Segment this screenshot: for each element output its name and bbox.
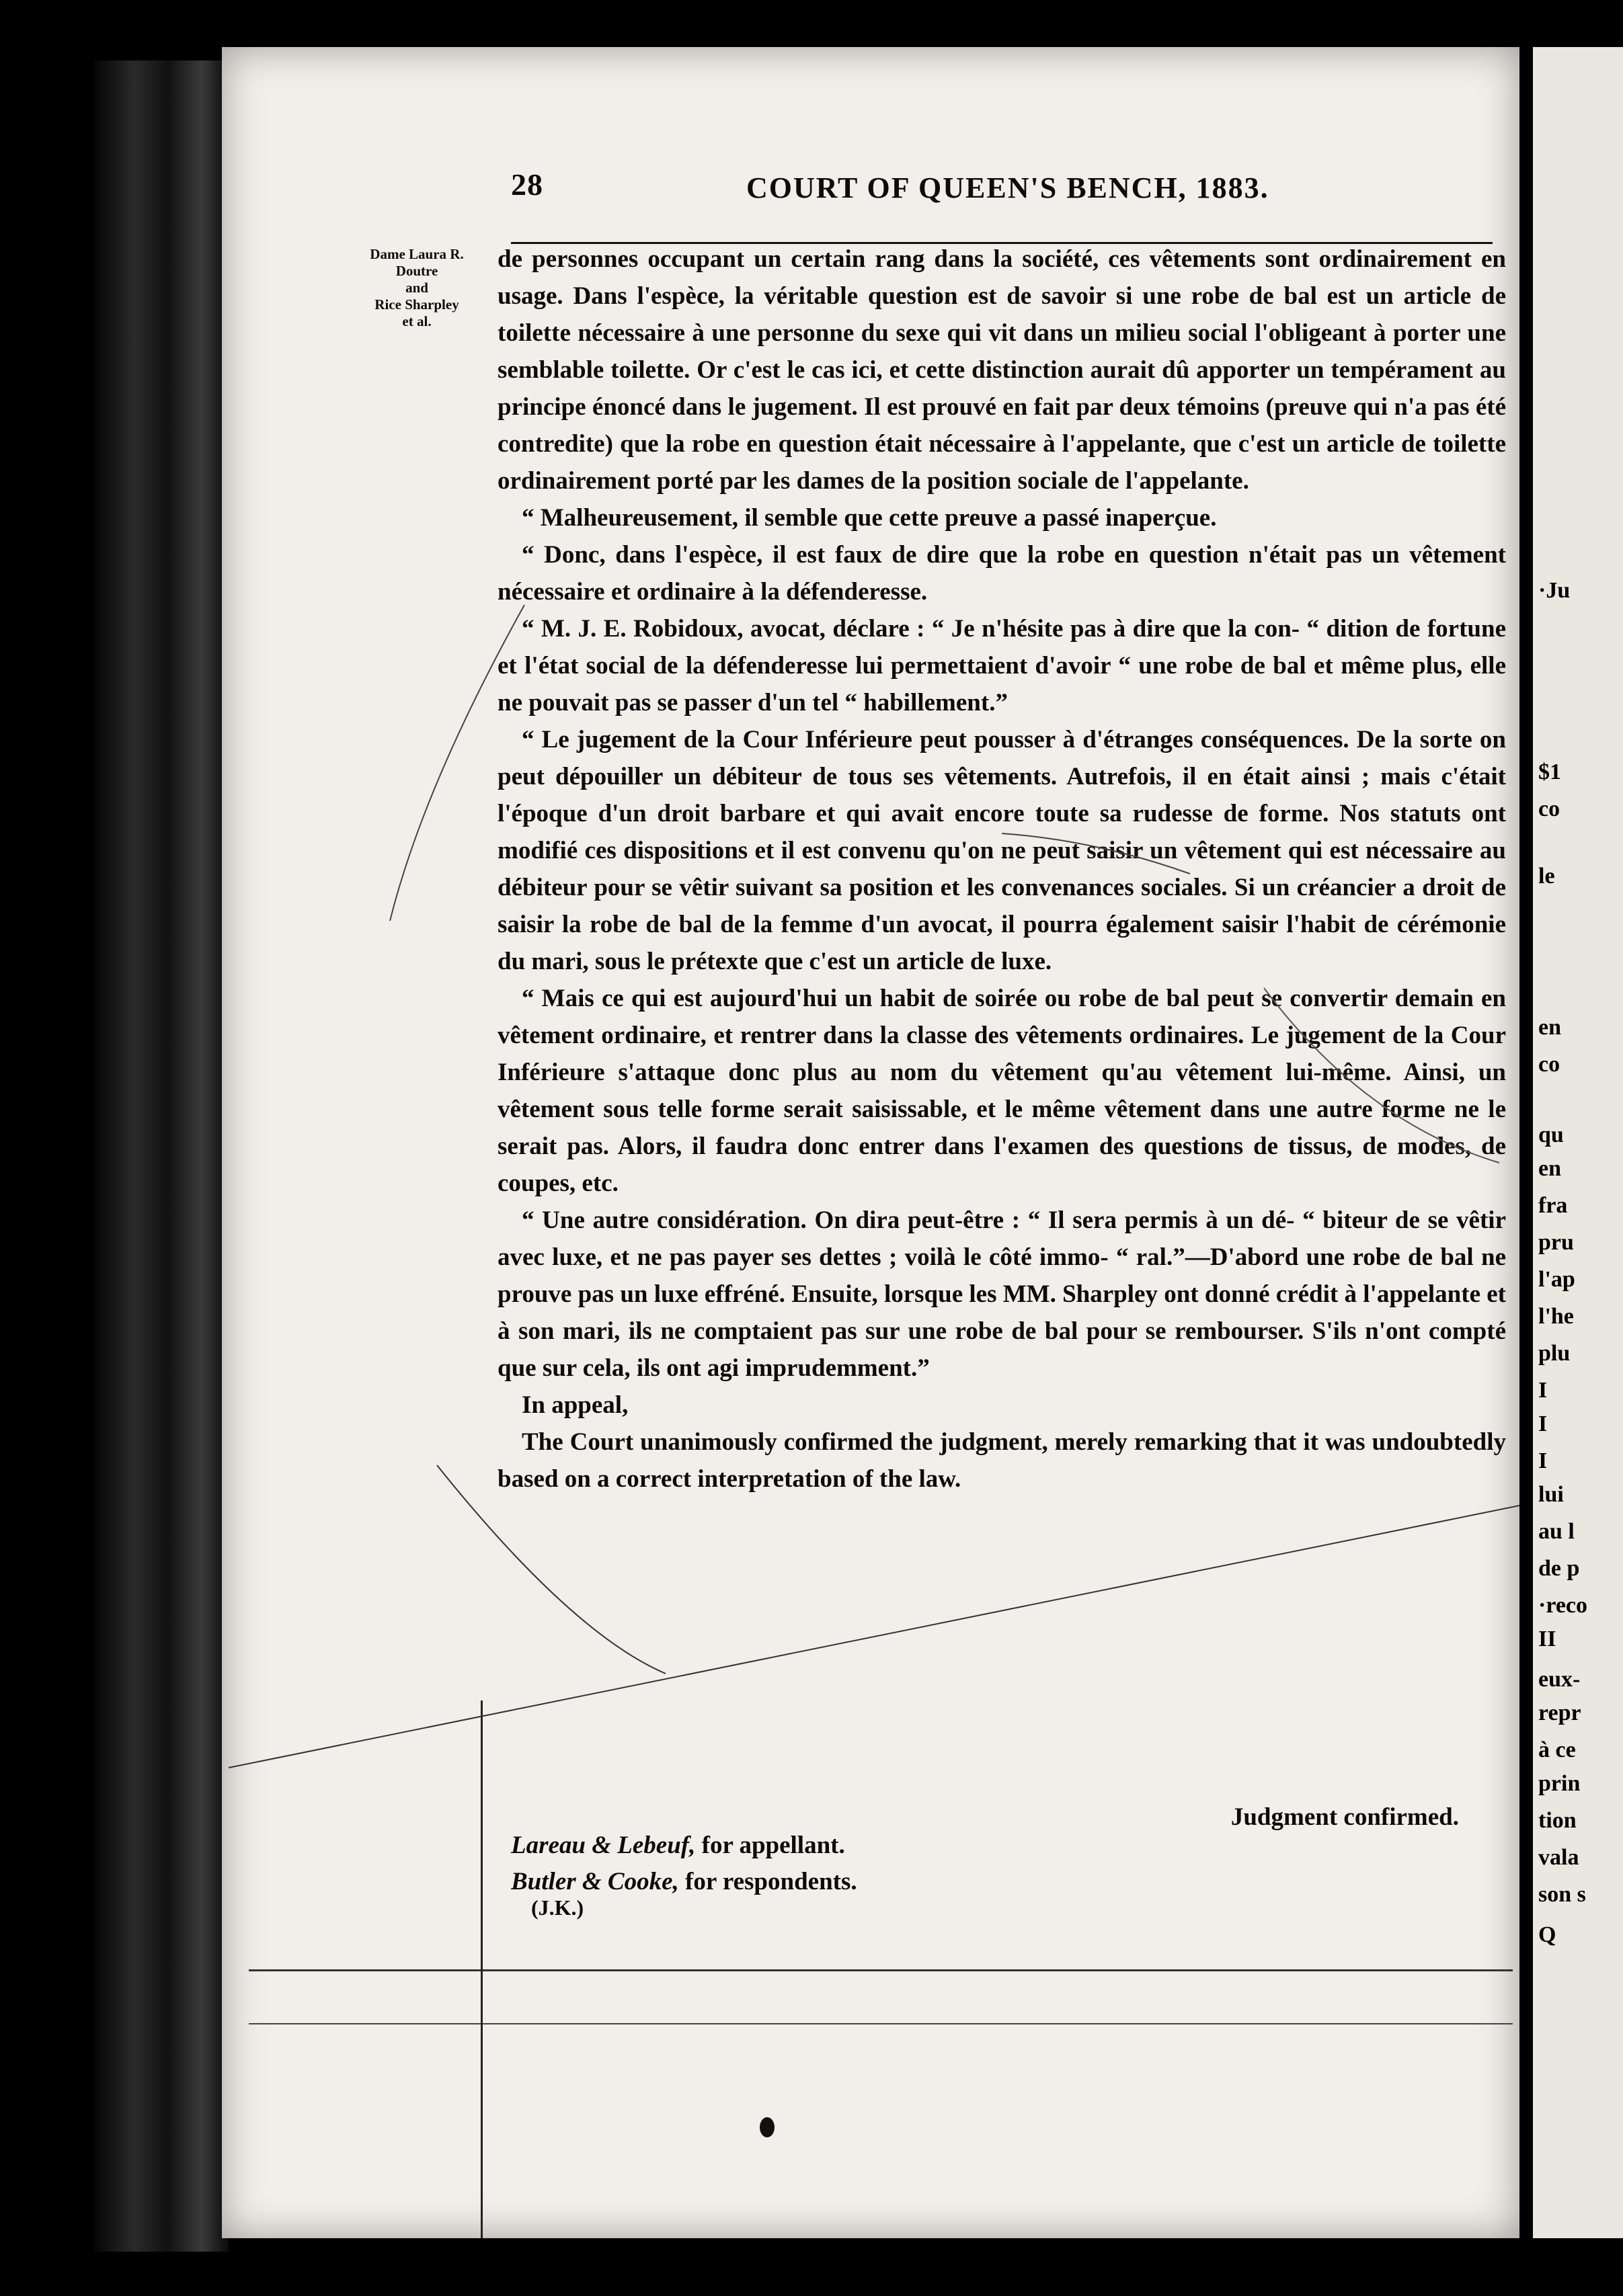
judgment-result: Judgment confirmed.	[1230, 1803, 1459, 1831]
paragraph: “ Malheureusement, il semble que cette preuve a passé inaperçue.	[522, 504, 1217, 532]
reporter-initials: (J.K.)	[531, 1895, 584, 1920]
margin-note-line: Doutre	[395, 263, 438, 279]
page-sheet	[222, 47, 1519, 2238]
adjacent-page-fragment: eux-	[1538, 1667, 1581, 1692]
adjacent-page-fragment: lui	[1538, 1482, 1564, 1507]
adjacent-page-fragment: $1	[1538, 760, 1561, 784]
book-binding-edge	[94, 60, 229, 2252]
counsel-role: for appellant.	[695, 1832, 845, 1859]
adjacent-page-fragment: de p	[1538, 1556, 1580, 1581]
adjacent-page-fragment: au l	[1538, 1519, 1575, 1544]
adjacent-page-fragment: II	[1538, 1627, 1556, 1651]
body-text	[498, 241, 1506, 1498]
adjacent-page-fragment: Q	[1538, 1922, 1556, 1947]
adjacent-page-fragment: fra	[1538, 1193, 1568, 1218]
paragraph: “ M. J. E. Robidoux, avocat, déclare : “ Je n'hésite pas à dire que la con- “ dition de fortune et l'état social de la défenderesse lui permettaient d'avoir “ une robe de bal et même plus, elle ne pouvait pas se passer d'un tel “ habillement.”	[498, 615, 1506, 716]
adjacent-page-edge	[1533, 47, 1623, 2238]
margin-case-note	[350, 246, 484, 330]
adjacent-page-fragment: ·reco	[1538, 1593, 1587, 1618]
adjacent-page-fragment: vala	[1538, 1845, 1579, 1870]
margin-note-line: Dame Laura R.	[370, 246, 464, 262]
paragraph: “ Le jugement de la Cour Inférieure peut pousser à d'étranges conséquences. De la sorte on peut dépouiller un débiteur de tous ses vêtements. Autrefois, il en était ainsi ; mais c'était l'époque d'un droit barbare et qui avait encore toute sa rudesse de forme. Nos statuts ont modifié ces dispositions et il est convenu qu'on ne peut saisir un vêtement qui est nécessaire au débiteur pour se vêtir suivant sa position et les convenances sociales. Si un créancier a droit de saisir la robe de bal de la femme d'un avocat, il pourra également saisir l'habit de cérémonie du mari, sous le prétexte que c'est un article de luxe.	[498, 726, 1506, 975]
paragraph: The Court unanimously confirmed the judgment, merely remarking that it was undoubtedly based on a correct interpretation of the law.	[498, 1428, 1506, 1493]
adjacent-page-fragment: plu	[1538, 1341, 1571, 1366]
running-head	[511, 167, 1499, 214]
counsel-name: Butler & Cooke,	[511, 1868, 679, 1895]
adjacent-page-fragment: co	[1538, 796, 1560, 821]
adjacent-page-fragment: en	[1538, 1156, 1561, 1181]
adjacent-page-fragment: I	[1538, 1411, 1548, 1436]
adjacent-page-fragment: en	[1538, 1015, 1561, 1040]
adjacent-page-fragment: co	[1538, 1052, 1560, 1077]
counsel-role: for respondents.	[678, 1868, 857, 1895]
adjacent-page-fragment: l'he	[1538, 1304, 1574, 1329]
adjacent-page-fragment: ·Ju	[1538, 578, 1571, 603]
adjacent-page-fragment: pru	[1538, 1230, 1574, 1255]
vertical-rule	[481, 1700, 483, 2238]
paragraph: “ Donc, dans l'espèce, il est faux de dire que la robe en question n'était pas un vêtement nécessaire et ordinaire à la défenderesse.	[498, 541, 1506, 606]
bottom-rule	[249, 1969, 1513, 1971]
adjacent-page-fragment: tion	[1538, 1808, 1577, 1833]
adjacent-page-fragment: l'ap	[1538, 1267, 1575, 1292]
running-head-title: COURT OF QUEEN'S BENCH, 1883.	[746, 171, 1269, 204]
adjacent-page-fragment: repr	[1538, 1700, 1581, 1725]
ink-blot	[760, 2117, 775, 2137]
paragraph: “ Une autre considération. On dira peut-être : “ Il sera permis à un dé- “ biteur de se vêtir avec luxe, et ne pas payer ses dettes ; voilà le côté immo- “ ral.”—D'abord une robe de bal ne prouve pas un luxe effréné. Ensuite, lorsque les MM. Sharpley ont donné crédit à l'appelante et à son mari, ils ne comptaient pas sur une robe de bal pour se rembourser. S'ils n'ont compté que sur cela, ils ont agi imprudemment.”	[498, 1206, 1506, 1382]
adjacent-page-fragment: le	[1538, 864, 1555, 889]
adjacent-page-fragment: à ce	[1538, 1737, 1576, 1762]
margin-note-line: and	[405, 280, 428, 296]
counsel-respondents	[511, 1864, 857, 1899]
margin-note-line: Rice Sharpley	[374, 296, 459, 313]
counsel-name: Lareau & Lebeuf,	[511, 1832, 696, 1859]
adjacent-page-fragment: prin	[1538, 1771, 1581, 1796]
scratch-line	[229, 1506, 1519, 1768]
margin-note-line: et al.	[402, 313, 432, 329]
page-number: 28	[511, 167, 543, 202]
paragraph: “ Mais ce qui est aujourd'hui un habit de soirée ou robe de bal peut se convertir demain en vêtement ordinaire, et rentrer dans la classe des vêtements ordinaires. Le jugement de la Cour Inférieure s'attaque donc plus au nom du vêtement qu'au vêtement lui-même. Ainsi, un vêtement sous telle forme serait saisissable, et le même vêtement dans une autre forme ne le serait pas. Alors, il faudra donc entrer dans l'examen des questions de tissus, de modes, de coupes, etc.	[498, 985, 1506, 1197]
adjacent-page-fragment: I	[1538, 1378, 1548, 1403]
adjacent-page-fragment: son s	[1538, 1882, 1586, 1907]
adjacent-page-fragment: qu	[1538, 1122, 1564, 1147]
adjacent-page-fragment: I	[1538, 1448, 1548, 1473]
paragraph: de personnes occupant un certain rang dans la société, ces vêtements sont ordinairement en usage. Dans l'espèce, la véritable question est de savoir si une robe de bal est un article de toilette nécessaire à une personne du sexe qui vit dans un milieu social l'obligeant à porter une semblable toilette. Or c'est le cas ici, et cette distinction aurait dû apporter un tempérament au principe énoncé dans le jugement. Il est prouvé en fait par deux témoins (preuve qui n'a pas été contredite) que la robe en question était nécessaire à l'appelante, que c'est un article de toilette ordinairement porté par les dames de la position sociale de l'appelante.	[498, 245, 1506, 495]
bottom-rule-secondary	[249, 2023, 1513, 2024]
counsel-appellant	[511, 1828, 845, 1863]
paragraph: In appeal,	[522, 1391, 629, 1419]
